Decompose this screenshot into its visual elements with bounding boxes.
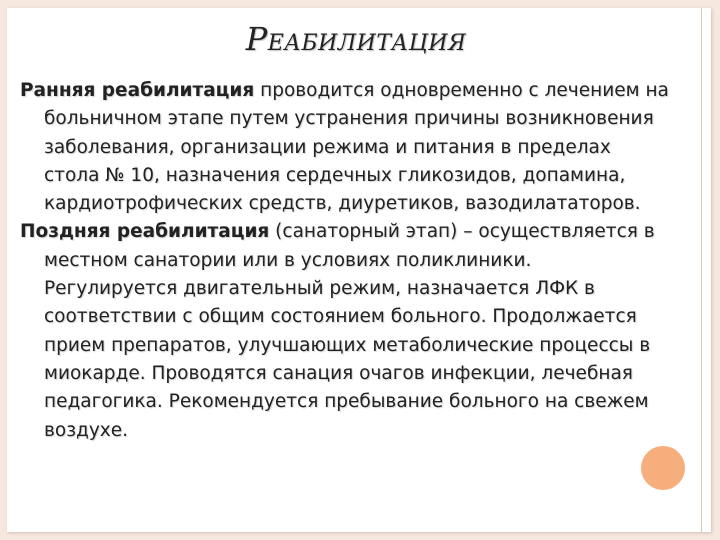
paragraph-text: (санаторный этап) – осуществляется в местном санатории или в условиях поликлиники. Регулируется двигательный режим, назначается ЛФК в соответствии с общим состоянием больного. Продолжается прием препаратов, улучшающих метаболические процессы в миокарде. Проводятся санация очагов инфекции, лечебная педагогика. Рекомендуется пребывание больного на свежем воздухе. bbox=[44, 221, 655, 441]
paragraph-early-rehab bbox=[20, 77, 670, 218]
title-initial: Р bbox=[245, 20, 268, 58]
frame-divider bbox=[701, 8, 702, 532]
slide-title bbox=[0, 20, 712, 58]
decorative-circle bbox=[641, 446, 685, 490]
slide-body bbox=[20, 77, 670, 445]
paragraph-late-rehab bbox=[20, 218, 670, 444]
paragraph-lead: Ранняя реабилитация bbox=[20, 80, 255, 101]
paragraph-lead: Поздняя реабилитация bbox=[20, 221, 270, 243]
title-rest: ЕАБИЛИТАЦИЯ bbox=[267, 31, 467, 56]
paragraph-text: проводится одновременно с лечением на больничном этапе путем устранения причины возникновения заболевания, организации режима и питания в пределах стола № 10, назначения сердечных гликозидов, допамина, кардиотрофических средств, диуретиков, вазодилататоров. bbox=[44, 80, 669, 215]
